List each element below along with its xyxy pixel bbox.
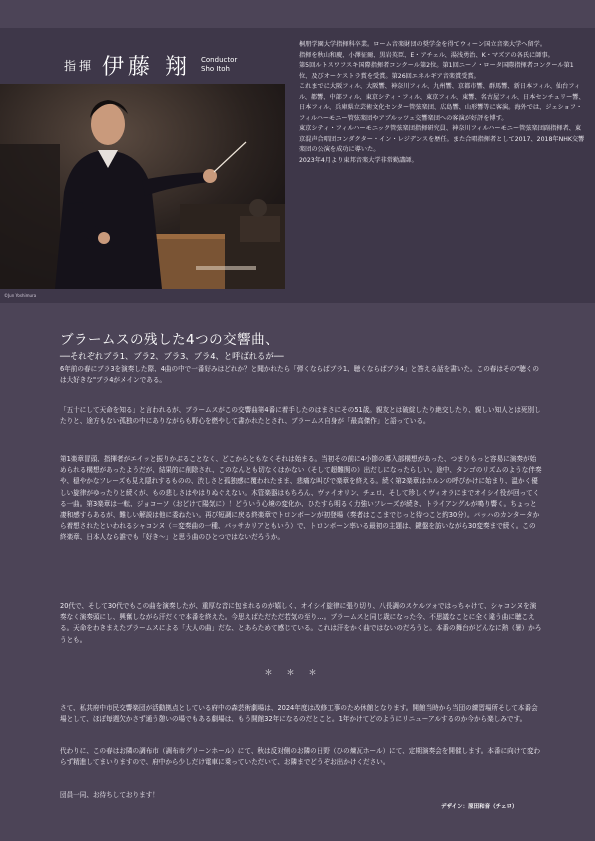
conductor-photo: [0, 84, 285, 289]
conductor-heading: [64, 48, 237, 82]
photo-credit: ©Jun Yoshimura: [4, 293, 37, 298]
conductor-photo-image: [0, 84, 285, 289]
bio-paragraph: 指揮を秋山和慶、小澤征爾、黒岩英臣、E・アチェル、湯浅勇治、K・マズアの各氏に師事。: [299, 51, 554, 59]
bio-paragraph: 桐朋学園大学指揮科卒業。ローム音楽財団の奨学金を得てウィーン国立音楽大学へ留学。: [299, 41, 547, 48]
article-subtitle: ──それぞれブラ1、ブラ2、ブラ3、ブラ4、と呼ばれるが──: [60, 351, 284, 361]
bio-paragraph: 東京シティ・フィルハーモニック管弦楽団指揮研究員、神奈川フィルハーモニー管弦楽団副指揮者、東京混声合唱団コンダクター・イン・レジデンスを歴任。また合唱指揮者として2017、2018年NHK交響楽団の公演を成功に導いた。: [299, 125, 585, 153]
conductor-name: 伊藤 翔: [102, 54, 192, 80]
section-divider: ＊＊＊: [264, 668, 331, 677]
bio-paragraph: 第5回ルトスワフスキ国際指揮者コンクール第2位。第1回ニーノ・ロータ国際指揮者コンクール第1位、及びオーケストラ賞を受賞。第26回エネルギア音楽賞受賞。: [299, 62, 574, 80]
bio-paragraph: これまでに大阪フィル、大阪響、神奈川フィル、九州響、京都市響、群馬響、新日本フィル、仙台フィル、都響、中部フィル、東京シティ・フィル、東京フィル、東響、名古屋フィル、日本センチュリー響、日本フィル、兵庫県立芸術文化センター管弦楽団、広島響、山形響等に客演。海外では、ジェショフ・フィルハーモニー管弦楽団やアブルッツェ交響楽団への客演が好評を博す。: [299, 83, 585, 122]
bio-paragraph: 2023年4月より東邦音楽大学非常勤講師。: [299, 156, 418, 164]
design-credit: デザイン：原田和音（チェロ）: [441, 804, 518, 810]
role-label: 指揮: [64, 58, 95, 73]
article-closing: 団員一同、お待ちしております！: [60, 791, 159, 799]
article-paragraph: 第1楽章冒頭、指揮者がエイッと振りかぶることなく、どこからともなくそれは始まる。当初その前に4小節の導入部構想があった、つまりもっと容易に演奏が始められる構想があったようだが、結果的に削除され、このなんとも切なくはかない（そして超難関の）出だしになったらしい。途中、タンゴのリズムのような伴奏や、穏やかなフレーズも見え隠れするものの、渋しさと孤独感に覆われたまま、悲痛な叫びで楽章を終える。続く第2楽章はホルンの呼びかけに始まり、温かく優しい旋律がゆったりと続くが、もの悲しさはやはりぬぐえない。木管楽器はもちろん、ヴァイオリン、チェロ、そして珍しくヴィオラにまでオイシイ役が回ってくる一曲。第3楽章は一転、ジョコーソ（おどけて陽気に）！どういう心境の変化か、ひたすら明るく力強いフレーズが続き、トライアングルが鳴り響く。ちょっと凄和感すらあるが、難しい解説は他に委ねたい。再び短調に戻る終楽章でトロンボーンが初登場（奏者はここまでじっと待つこと約30分）。バッハのカンタータから着想されたといわれるシャコンヌ（＝変奏曲の一種、パッサカリアともいう）で、トロンボーン率いる最初の主題は、鍵盤を訪いながら30変奏まで続く。この終楽章、日本人なら誰でも「好き～」と思う曲のひとつではないだろうか。: [60, 455, 542, 542]
conductor-biography: [299, 40, 585, 166]
conductor-name-en: [201, 56, 237, 74]
article-title: ブラームスの残した4つの交響曲、: [60, 332, 280, 348]
article-paragraph: 6年前の春にブラ3を演奏した際、4曲の中で一番好みはどれか？と聞かれたら「弾くならばブラ1、聴くならばブラ4」と答える話を書いた。この春はその"聴くのは大好きな"ブラ4がメインである。: [60, 365, 539, 385]
conductor-name-romaji: Sho Itoh: [201, 65, 230, 73]
role-label-en: Conductor: [201, 56, 238, 64]
article-paragraph: 20代で、そして30代でもこの曲を演奏したが、重厚な音に包まれるのが嬉しく、オイシイ旋律に張り切り、八長調のスケルツォではっちゃけて、シャコンヌを演奏なく演奏頭にし、興奮しながら汗だくで本番を終えた。今思えばただただ若気の至り…。ブラームスと同じ歳になった今、不思議なことに全く違う曲に聴こえる。天命をわきまえたブラームスによる「大人の曲」だな、とあらためて感じている。これは汗をかく曲ではないのだろうと。本番の舞台がどんなに熱（暑）かろうとも。: [60, 602, 542, 644]
article-paragraph: 代わりに、この春はお隣の調布市（調布市グリーンホール）にて、秋は反対側のお隣の日野（ひの煉瓦ホール）にて、定期演奏会を開催します。本番に向けて変わらず精進してまいりますので、府中から少しだけ電車に乗っていただいて、お隣までどうぞお出かけください。: [60, 747, 541, 767]
article-paragraph: 「五十にして天命を知る」と言われるが、ブラームスがこの交響曲第4番に着手したのはまさにその51歳。親友とは破綻したり絶交したり、親しい知人とは死別したりと、途方もない孤独の中にありながらも野心を燃やして書かれたとされ、ブラームス自身が「最高傑作」と語っている。: [60, 406, 541, 426]
article-paragraph: さて、私共府中市民交響楽団が活動拠点としている府中の森芸術劇場は、2024年度は改修工事のため休館となります。開館当時から当団の練習場所そして本番会場として、ほぼ毎週欠かさず通う憩いの場でもある劇場は、もう開館32年になるのだとこと。1年かけてどのようにリニューアルするのか今から楽しみです。: [60, 704, 538, 724]
